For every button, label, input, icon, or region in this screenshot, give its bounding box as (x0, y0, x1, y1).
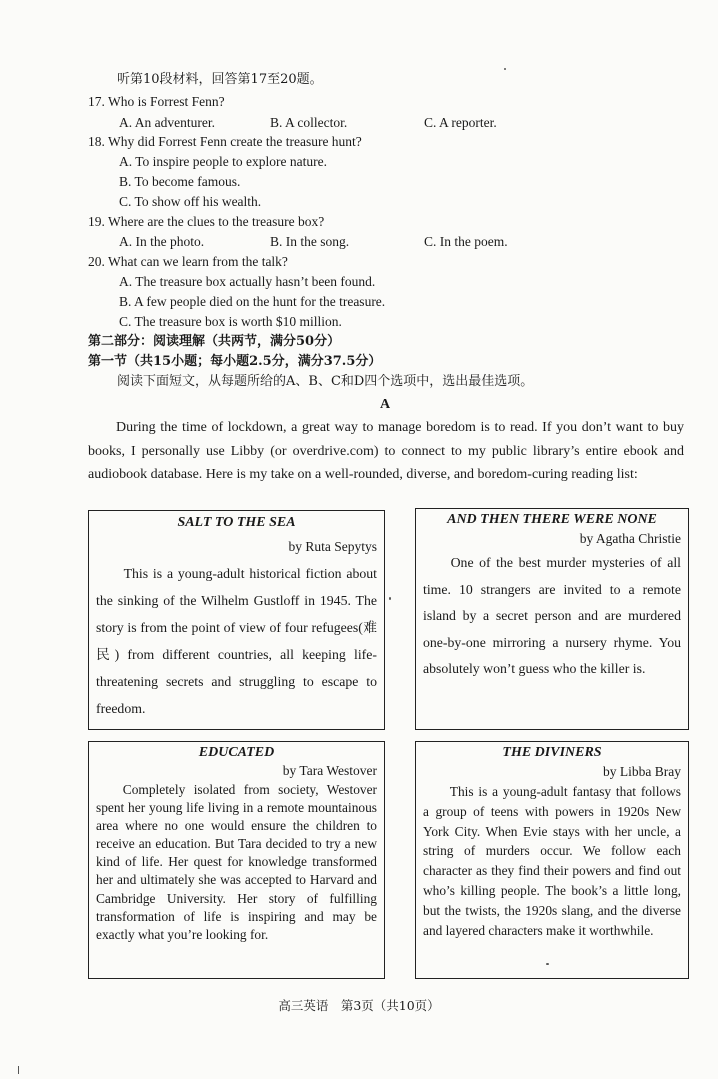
listening-intro: 听第10段材料，回答第17至20题。 (117, 72, 323, 87)
book-description: This is a young-adult historical fiction about the sinking of the Wilhelm Gustloff in 1945. The story is from the point of view of four refugees(难民) from different countries, all keeping life-threatening secrets and struggling to escape to freedom. (96, 566, 377, 716)
question-20 (88, 253, 288, 271)
reading-instructions: 阅读下面短文，从每题所给的A、B、C和D四个选项中，选出最佳选项。 (117, 374, 534, 389)
part2-heading: 第二部分：阅读理解（共两节，满分50分） (88, 334, 341, 349)
book-title: EDUCATED (198, 745, 275, 760)
q20-option-a: A. The treasure box actually hasn’t been found. (119, 274, 376, 289)
q18-option-b: B. To become famous. (119, 174, 241, 189)
book-card-educated (88, 741, 385, 979)
question-number: 19. (88, 214, 105, 229)
q19-option-c: C. In the poem. (424, 234, 508, 249)
question-text: What can we learn from the talk? (108, 254, 288, 269)
question-number: 18. (88, 134, 105, 149)
q18-option-c: C. To show off his wealth. (119, 194, 262, 209)
section1-heading: 第一节（共15小题；每小题2.5分，满分37.5分） (88, 354, 382, 369)
question-text: Where are the clues to the treasure box? (108, 214, 325, 229)
book-author: by Libba Bray (603, 764, 681, 779)
question-18 (88, 133, 362, 151)
question-19 (88, 213, 324, 231)
question-text: Why did Forrest Fenn create the treasure hunt? (108, 134, 362, 149)
q17-option-a: A. An adventurer. (119, 115, 215, 130)
book-card-salt-to-the-sea (88, 510, 385, 730)
q20-option-c: C. The treasure box is worth $10 million. (119, 314, 342, 329)
book-card-and-then-there-were-none (415, 508, 689, 730)
scan-speck (504, 68, 506, 70)
book-description: Completely isolated from society, Westover spent her young life living in a remote mountainous area where no one would ensure the children to receive an education. But Tara decided to try a new kind of life. Her quest for knowledge transformed her and ultimately she was accepted to Harvard and Cambridge University. Her story of fulfilling transformation of life is inspiring and may be exactly what you’re looking for. (96, 782, 377, 942)
question-text: Who is Forrest Fenn? (108, 94, 225, 109)
q19-option-b: B. In the song. (270, 234, 350, 249)
question-number: 20. (88, 254, 105, 269)
book-author: by Agatha Christie (579, 531, 681, 546)
passage-label: A (380, 397, 391, 412)
scan-mark (18, 1066, 19, 1074)
q20-option-b: B. A few people died on the hunt for the treasure. (119, 294, 386, 309)
scan-speck (389, 597, 391, 600)
book-author: by Ruta Sepytys (288, 539, 377, 554)
q17-option-c: C. A reporter. (424, 115, 497, 130)
book-title: SALT TO THE SEA (177, 515, 296, 530)
book-description: This is a young-adult fantasy that follows a group of teens with powers in 1920s New York City. When Evie stays with her uncle, a string of murders occur. We follow each character as they find their powers and find out who’s killing people. The book’s a little long, but the twists, the 1920s slang, and the diverse and layered characters make it worthwhile. (423, 784, 681, 938)
page-footer: 高三英语 第3页（共10页） (278, 998, 440, 1013)
question-17 (88, 93, 225, 111)
q18-option-a: A. To inspire people to explore nature. (119, 154, 327, 169)
q17-option-b: B. A collector. (270, 115, 348, 130)
q19-option-a: A. In the photo. (119, 234, 205, 249)
intro-paragraph: During the time of lockdown, a great way to manage boredom is to read. If you don’t want to buy books, I personally use Libby (or overdrive.com) to connect to my public library’s entire ebook and audiobook database. Here is my take on a well-rounded, diverse, and boredom-curing reading list: (88, 420, 684, 482)
question-number: 17. (88, 94, 105, 109)
scan-speck (546, 963, 549, 965)
book-author: by Tara Westover (282, 763, 377, 778)
book-description: One of the best murder mysteries of all time. 10 strangers are invited to a remote island by a secret person and are murdered one-by-one mirroring a nursery rhyme. You absolutely won’t guess who the killer is. (423, 555, 681, 676)
book-card-the-diviners (415, 741, 689, 979)
book-title: AND THEN THERE WERE NONE (447, 512, 657, 527)
book-title: THE DIVINERS (502, 745, 602, 760)
